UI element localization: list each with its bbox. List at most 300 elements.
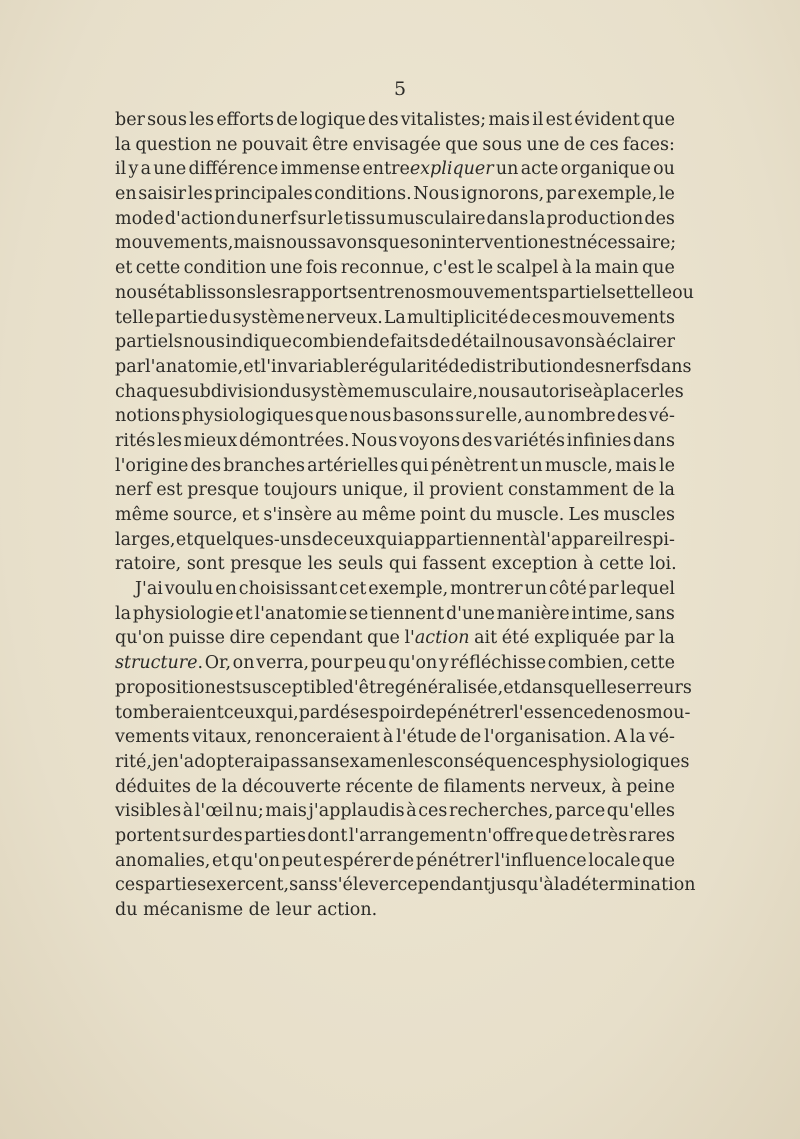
word: par: [115, 356, 146, 377]
word: que: [377, 233, 411, 254]
word: musculaire: [387, 208, 486, 229]
word: la: [115, 603, 132, 624]
word: erreurs: [625, 677, 692, 698]
word: les: [307, 554, 333, 575]
word: logique: [300, 110, 366, 130]
word: envisagée: [352, 134, 441, 155]
word: source,: [172, 505, 238, 525]
text-line: [115, 404, 675, 429]
word: démontrées.: [238, 430, 350, 451]
word: sur: [297, 208, 327, 229]
word: variétés: [493, 430, 565, 451]
text-line: [115, 108, 675, 133]
word: immense: [280, 159, 361, 180]
word: la: [629, 727, 646, 748]
word: et: [243, 356, 261, 377]
word: est: [215, 677, 243, 698]
text-line: [115, 454, 675, 479]
word: des: [212, 825, 243, 846]
word: intervention: [440, 233, 550, 254]
word: leur: [275, 900, 312, 920]
word: provient: [429, 480, 504, 501]
word: est: [549, 233, 576, 254]
word: nombre: [547, 406, 616, 427]
word: lequel: [620, 579, 675, 600]
word: dire: [229, 628, 266, 649]
word: système: [232, 307, 305, 328]
word: recherches,: [448, 801, 554, 822]
word: exercent,: [206, 875, 290, 896]
word: mouvements: [435, 282, 549, 303]
word: le: [327, 208, 344, 229]
word: peut: [281, 850, 322, 871]
word: c'est: [432, 258, 474, 279]
word: pénètrent: [430, 455, 518, 476]
word: question: [135, 134, 212, 155]
word: visibles: [115, 801, 182, 822]
word: que: [367, 628, 400, 649]
word: distribution: [469, 356, 574, 377]
word: à: [406, 801, 417, 822]
text-line: [115, 602, 675, 627]
word: manière: [496, 603, 570, 624]
word: ces: [589, 134, 619, 155]
word: rares: [628, 825, 675, 846]
word: ces: [115, 875, 145, 896]
word: J'ai: [135, 579, 163, 600]
word: vitalistes;: [400, 110, 487, 130]
word: en: [115, 184, 137, 205]
word: à: [611, 776, 622, 797]
word: conditions.: [314, 184, 412, 205]
word: La: [383, 307, 406, 328]
word: nous: [501, 332, 544, 353]
word: de: [311, 529, 334, 550]
text-line: [115, 429, 675, 454]
word: rité,: [115, 751, 152, 772]
word: mouvements: [562, 307, 675, 328]
word: de: [448, 356, 470, 377]
word: jusqu'à: [490, 875, 554, 896]
word: que: [642, 110, 675, 130]
word: intime,: [571, 603, 634, 624]
word: multiplicité: [406, 307, 509, 328]
word: une: [153, 159, 187, 180]
word: les: [189, 110, 215, 130]
word: pas: [268, 751, 300, 772]
word: la: [221, 776, 238, 797]
word: portent: [115, 825, 181, 846]
word: son: [410, 233, 441, 254]
word: basons: [392, 406, 455, 427]
word: de: [509, 307, 531, 328]
word: cette: [630, 653, 675, 674]
text-line: [115, 626, 675, 651]
word: ou: [653, 159, 675, 180]
word: de: [414, 702, 436, 723]
word: l'œil: [194, 801, 234, 822]
word: généralisée,: [394, 677, 504, 698]
word: l'origine: [115, 455, 189, 476]
word: pouvait: [241, 134, 308, 155]
text-line: [115, 355, 692, 380]
word: la: [115, 134, 132, 155]
text-line: [115, 231, 675, 256]
word: un: [495, 159, 519, 180]
word: de: [392, 850, 415, 871]
word: je: [151, 751, 168, 772]
body-text: [115, 108, 696, 923]
word: de: [195, 776, 217, 797]
word: organique: [560, 159, 651, 180]
word: et: [115, 258, 133, 279]
word: différence: [188, 159, 279, 180]
word: appartiennent: [403, 529, 530, 550]
word: les: [256, 282, 281, 303]
text-line: [115, 676, 692, 701]
word: A: [614, 727, 627, 748]
text-line: [115, 207, 675, 232]
word: évident: [574, 110, 640, 130]
text-line: [115, 651, 675, 676]
word: par: [624, 628, 655, 649]
word: et: [175, 529, 194, 550]
word: physiologiques: [557, 751, 690, 772]
word: combien,: [547, 653, 629, 674]
word: savons: [317, 233, 378, 254]
word: qu'on: [115, 628, 165, 649]
word: scalpel: [496, 258, 559, 279]
word: tomberaient: [115, 702, 224, 723]
word: ne: [215, 134, 238, 155]
word: dans: [649, 356, 692, 377]
word: des: [368, 110, 399, 130]
word: nous: [349, 406, 392, 427]
word: se: [348, 603, 369, 624]
word: nos: [615, 702, 647, 723]
word: main: [594, 258, 639, 279]
word: la: [658, 628, 675, 649]
word: partiels: [115, 332, 183, 353]
word: s'élever: [328, 875, 398, 896]
word: partie: [155, 307, 208, 328]
word: montrer: [450, 579, 523, 600]
word: nerf: [260, 208, 297, 229]
word: faits: [389, 332, 429, 353]
word: dans: [633, 430, 675, 451]
word: le: [477, 258, 494, 279]
word: muscle.: [496, 505, 565, 525]
word: anomalies,: [115, 850, 211, 871]
word: et: [615, 282, 634, 303]
word: très: [592, 825, 628, 846]
word: ou: [672, 282, 694, 303]
word: indique: [225, 332, 292, 353]
word: ces: [531, 307, 561, 328]
text-line: [115, 824, 675, 849]
word: dans: [520, 677, 563, 698]
word: au: [336, 505, 358, 525]
word: filaments: [443, 776, 526, 797]
word: réfléchisse: [450, 653, 547, 674]
word: par: [298, 702, 329, 723]
word: qu'on: [388, 653, 438, 674]
word: examen: [339, 751, 409, 772]
word: pénétrer: [415, 850, 494, 871]
word: pour: [310, 653, 353, 674]
word: verra,: [256, 653, 310, 674]
word: que: [315, 406, 348, 427]
word: sur: [182, 825, 211, 846]
word: on: [232, 653, 255, 674]
text-line: [115, 306, 675, 331]
word: quelques-uns: [193, 529, 312, 550]
word: vé-: [648, 406, 675, 427]
word: mouvements,: [115, 233, 234, 254]
text-line: [115, 182, 675, 207]
word: il: [413, 480, 425, 501]
word: l'invariable: [260, 356, 360, 377]
word: établissons: [157, 282, 257, 303]
word: l'anatomie,: [145, 356, 244, 377]
word: l'arrangement: [348, 825, 475, 846]
word: que: [642, 850, 675, 871]
word: à: [529, 529, 541, 550]
word: elle,: [485, 406, 523, 427]
word: côté: [548, 579, 587, 600]
word: d'être: [342, 677, 395, 698]
word: nu;: [235, 801, 264, 822]
word: ceux: [223, 702, 266, 723]
word: de: [459, 727, 482, 748]
word: nerveux.: [305, 307, 383, 328]
word: du: [279, 381, 302, 402]
word: des: [573, 356, 605, 377]
word: a: [140, 159, 152, 180]
text-line: [115, 552, 675, 577]
word: l'influence: [494, 850, 587, 871]
word: nerveux,: [529, 776, 607, 797]
word: déduites: [115, 776, 191, 797]
word: l'appareil: [540, 529, 625, 550]
word: dont: [307, 825, 348, 846]
text-line: [115, 157, 675, 182]
word: être: [312, 134, 349, 155]
word: dans: [486, 208, 529, 229]
word: saisir: [138, 184, 187, 205]
word: cependant: [269, 628, 363, 649]
word: qu'on: [230, 850, 281, 871]
word: que: [445, 134, 479, 155]
word: été: [501, 628, 530, 649]
word: ces: [418, 801, 448, 822]
word: subdivision: [179, 381, 280, 402]
word: détail: [450, 332, 501, 353]
word: mais: [615, 455, 657, 476]
word: sans: [289, 875, 329, 896]
word: entre: [357, 282, 405, 303]
word: à: [561, 258, 573, 279]
word: désespoir: [328, 702, 415, 723]
text-line: [115, 133, 675, 158]
word: du: [236, 208, 259, 229]
word: nerf: [115, 480, 152, 501]
word: sont: [186, 554, 225, 575]
word: vitaux,: [192, 727, 253, 748]
word: cet: [339, 579, 367, 600]
word: sous: [482, 134, 523, 155]
word: mais: [265, 801, 307, 822]
word: respi-: [624, 529, 675, 550]
word: cependant: [397, 875, 491, 896]
text-line: [115, 577, 675, 602]
word: l'anatomie: [254, 603, 348, 624]
word: nerfs: [604, 356, 650, 377]
word: est: [156, 480, 183, 501]
word: exemple,: [368, 579, 449, 600]
word: d'une: [445, 603, 495, 624]
text-line: [115, 380, 684, 405]
word: à: [595, 332, 606, 353]
word: nous: [115, 282, 158, 303]
word: action.: [316, 900, 378, 920]
word: cette: [599, 554, 644, 575]
word: combien: [292, 332, 368, 353]
word: Nous: [351, 430, 398, 451]
word: à: [182, 801, 194, 822]
word: de: [563, 134, 586, 155]
word: à: [382, 727, 394, 748]
word: une: [526, 134, 560, 155]
word: un: [524, 579, 548, 600]
text-line: [115, 256, 675, 281]
word: que: [641, 258, 675, 279]
word: de: [368, 332, 390, 353]
word: vé-: [648, 727, 675, 748]
word: rités: [115, 430, 156, 451]
word: autorise: [520, 381, 593, 402]
word: même: [361, 505, 416, 525]
word: entreexpliquer: [362, 159, 494, 180]
word: telle: [633, 282, 673, 303]
word: toujours: [263, 480, 338, 501]
word: presque: [230, 554, 302, 575]
word: nécessaire;: [575, 233, 677, 254]
word: que: [535, 825, 569, 846]
text-line: [115, 898, 675, 923]
word: cette: [135, 258, 181, 279]
word: sous: [147, 110, 187, 130]
word: muscle,: [544, 455, 613, 476]
word: n'adopterai: [167, 751, 269, 772]
word: expliquée: [533, 628, 620, 649]
word: mode: [115, 208, 164, 229]
word: nous: [275, 233, 318, 254]
word: j'applaudis: [308, 801, 405, 822]
word: parties: [144, 875, 207, 896]
text-line: [115, 478, 675, 503]
word: production: [546, 208, 644, 229]
word: des: [644, 208, 675, 229]
text-line: [115, 503, 675, 528]
word: fassent: [422, 554, 487, 575]
word: proposition: [115, 677, 216, 698]
word: il: [115, 159, 127, 180]
word: qui: [375, 529, 404, 550]
word: à: [583, 554, 594, 575]
word: une: [269, 258, 303, 279]
word: de: [428, 332, 451, 353]
word: conséquences: [433, 751, 558, 772]
word: faces:: [622, 134, 675, 155]
word: de: [593, 702, 616, 723]
word: telle: [115, 307, 154, 328]
word: unique,: [341, 480, 409, 501]
word: éclairer: [606, 332, 675, 353]
word: du: [469, 505, 493, 525]
word: locale: [588, 850, 641, 871]
word: nous: [182, 332, 226, 353]
word: la: [658, 480, 675, 501]
word: voyons: [399, 430, 461, 451]
word: récente: [345, 776, 414, 797]
word: chaque: [115, 381, 180, 402]
word: un: [520, 455, 543, 476]
word: avons: [543, 332, 595, 353]
word: n'offre: [476, 825, 534, 846]
text-line: [115, 528, 675, 553]
word: y: [438, 653, 449, 674]
word: d'action: [164, 208, 236, 229]
word: voulu: [164, 579, 214, 600]
word: les: [408, 751, 434, 772]
word: et: [211, 850, 230, 871]
word: mécanisme: [143, 900, 244, 920]
word: ber: [115, 110, 145, 130]
word: nos: [404, 282, 436, 303]
word: presque: [187, 480, 260, 501]
word: loi.: [649, 554, 677, 575]
word: l'étude: [396, 727, 457, 748]
word: ratoire,: [115, 554, 182, 575]
word: ait: [474, 628, 498, 649]
word: au: [524, 406, 546, 427]
word: et: [235, 603, 253, 624]
word: est: [545, 110, 573, 130]
word: principales: [214, 184, 313, 205]
word: rapports: [280, 282, 358, 303]
word: les: [187, 184, 213, 205]
word: Or,: [204, 653, 232, 674]
word: pénétrer: [435, 702, 514, 723]
text-line: [115, 799, 675, 824]
text-line: [115, 281, 694, 306]
text-line: [115, 873, 696, 898]
word: la: [529, 208, 546, 229]
word: sans: [299, 751, 340, 772]
word: y: [128, 159, 139, 180]
word: mieux: [183, 430, 238, 451]
word: du: [209, 307, 232, 328]
word: sur: [455, 406, 485, 427]
word: nous: [477, 381, 521, 402]
word: en: [215, 579, 237, 600]
word: régularité: [359, 356, 449, 377]
word: sans: [635, 603, 675, 624]
word: larges,: [115, 529, 176, 550]
word: quelles: [562, 677, 626, 698]
word: exception: [491, 554, 578, 575]
